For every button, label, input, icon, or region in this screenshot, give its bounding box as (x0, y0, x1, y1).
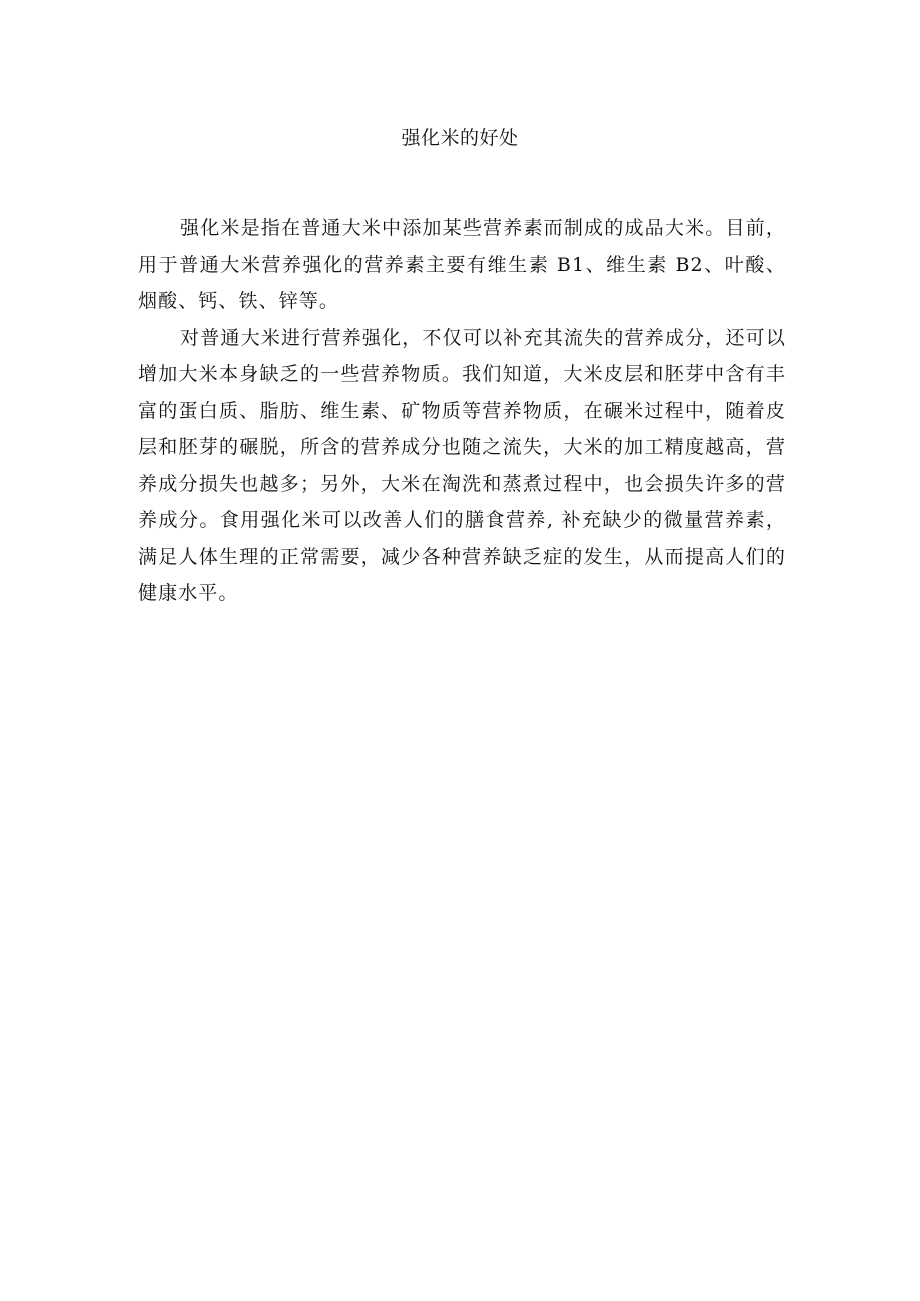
paragraph-2: 对普通大米进行营养强化，不仅可以补充其流失的营养成分，还可以增加大米本身缺乏的一些营养物质。我们知道，大米皮层和胚芽中含有丰富的蛋白质、脂肪、维生素、矿物质等营养物质，在碾米过程中，随着皮层和胚芽的碾脱，所含的营养成分也随之流失，大米的加工精度越高，营养成分损失也越多；另外，大米在淘洗和蒸煮过程中，也会损失许多的营养成分。食用强化米可以改善人们的膳食营养, 补充缺少的微量营养素，满足人体生理的正常需要，减少各种营养缺乏症的发生，从而提高人们的健康水平。 (138, 326, 786, 604)
document-title: 强化米的好处 (401, 127, 519, 149)
paragraph-1: 强化米是指在普通大米中添加某些营养素而制成的成品大米。目前，用于普通大米营养强化的营养素主要有维生素 B1、维生素 B2、叶酸、烟酸、钙、铁、锌等。 (138, 217, 786, 312)
document-body (138, 210, 786, 612)
